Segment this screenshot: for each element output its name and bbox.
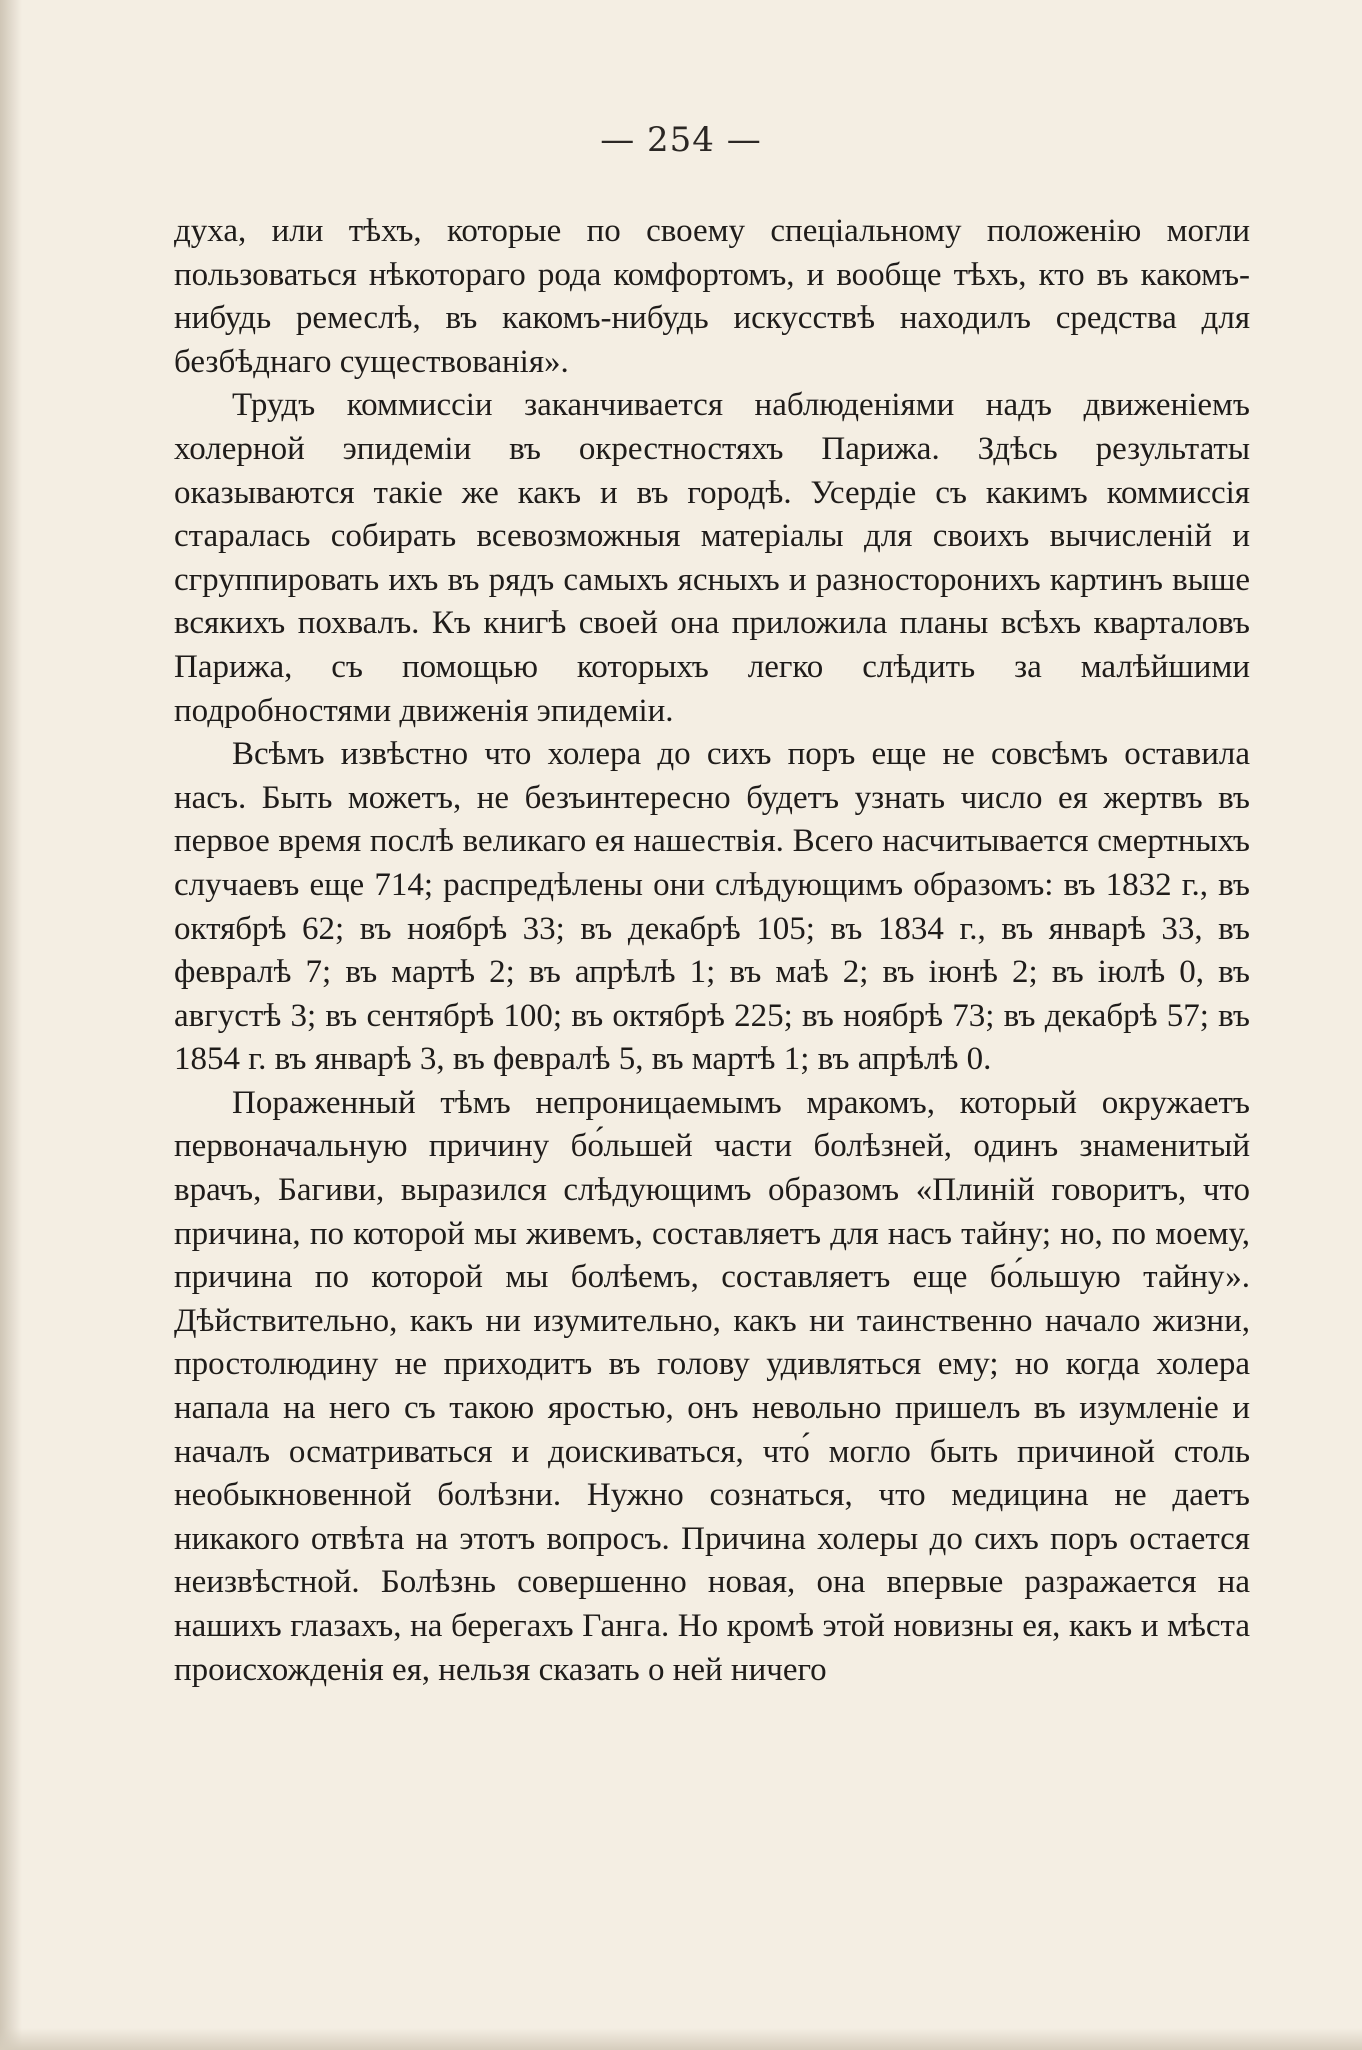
body-text <box>174 210 1250 1692</box>
paragraph-statistics: Всѣмъ извѣстно что холера до сихъ поръ еще не совсѣмъ оставила насъ. Быть можетъ, не безъинтересно будетъ узнать число ея жертвъ въ первое время послѣ великаго ея нашествія. Всего насчитывается смертныхъ случаевъ еще 714; распредѣлены они слѣдующимъ образомъ: въ 1832 г., въ октябрѣ 62; въ ноябрѣ 33; въ декабрѣ 105; въ 1834 г., въ январѣ 33, въ февралѣ 7; въ мартѣ 2; въ апрѣлѣ 1; въ маѣ 2; въ іюнѣ 2; въ іюлѣ 0, въ августѣ 3; въ сентябрѣ 100; въ октябрѣ 225; въ ноябрѣ 73; въ декабрѣ 57; въ 1854 г. въ январѣ 3, въ февралѣ 5, въ мартѣ 1; въ апрѣлѣ 0. <box>174 736 1250 1078</box>
paragraph-commission: Трудъ коммиссіи заканчивается наблюденіями надъ движеніемъ холерной эпидеміи въ окрестностяхъ Парижа. Здѣсь результаты оказываются такіе же какъ и въ городѣ. Усердіе съ какимъ коммиссія старалась собирать всевозможныя матеріалы для своихъ вычисленій и сгруппировать ихъ въ рядъ самыхъ ясныхъ и разносторонихъ картинъ выше всякихъ похвалъ. Къ книгѣ своей она приложила планы всѣхъ кварталовъ Парижа, съ помощью которыхъ легко слѣдить за малѣйшими подробностями движенія эпидеміи. <box>174 387 1250 729</box>
paragraph-continuation: духа, или тѣхъ, которые по своему спеціальному положенію могли пользоваться нѣкотораго рода комфортомъ, и вообще тѣхъ, кто въ какомъ-нибудь ремеслѣ, въ какомъ-нибудь искусствѣ находилъ средства для безбѣднаго существованія». <box>174 213 1250 380</box>
page-number: — 254 — <box>600 120 762 160</box>
paragraph-cause: Пораженный тѣмъ непроницаемымъ мракомъ, который окружаетъ первоначальную причину бо́льшей части болѣзней, одинъ знаменитый врачъ, Багиви, выразился слѣдующимъ образомъ «Плиній говоритъ, что причина, по которой мы живемъ, составляетъ для насъ тайну; но, по моему, причина по которой мы болѣемъ, составляетъ еще бо́льшую тайну». Дѣйствительно, какъ ни изумительно, какъ ни таинственно начало жизни, простолюдину не приходитъ въ голову удивляться ему; но когда холера напала на него съ такою яростью, онъ невольно пришелъ въ изумленіе и началъ осматриваться и доискиваться, что́ могло быть причиной столь необыкновенной болѣзни. Нужно сознаться, что медицина не даетъ никакого отвѣта на этотъ вопросъ. Причина холеры до сихъ поръ остается неизвѣстной. Болѣзнь совершенно новая, она впервые разражается на нашихъ глазахъ, на берегахъ Ганга. Но кромѣ этой новизны ея, какъ и мѣста происхожденія ея, нельзя сказать о ней ничего <box>174 1084 1250 1688</box>
